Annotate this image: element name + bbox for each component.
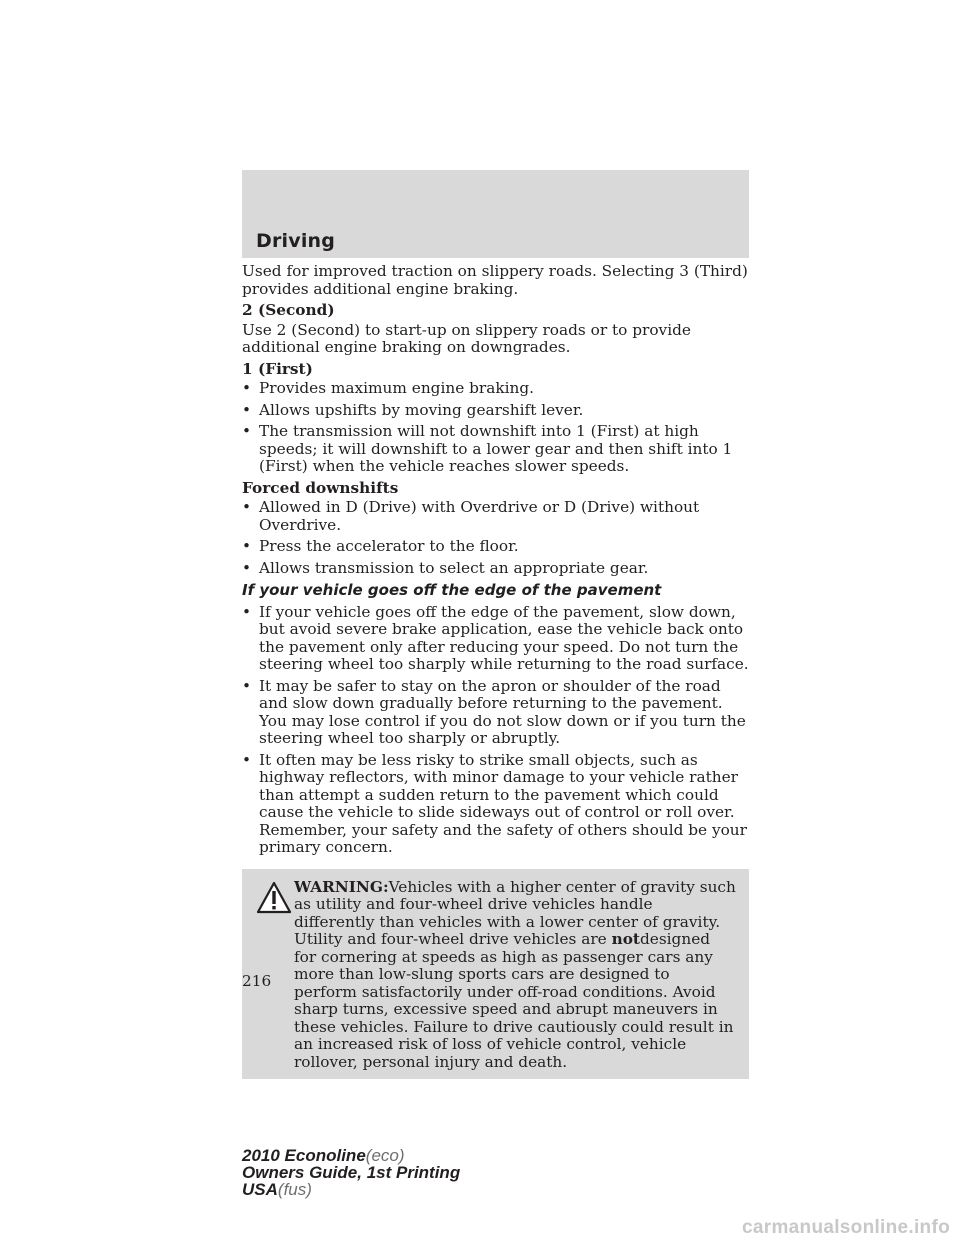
footer-market-code: (fus) [277, 1180, 312, 1199]
list-item: • It often may be less risky to strike small objects, such as highway reflectors, with minor damage to your vehicle rather than attempt a sudden return to the pavement which could cause the vehicle to slide sideways out of control or roll over. Remember, your safety and the safety of others should be your primary concern. [242, 750, 747, 856]
intro-paragraph: Used for improved traction on slippery roads. Selecting 3 (Third) provides additional engine braking. [242, 262, 748, 298]
list-item: • Provides maximum engine braking. [242, 379, 535, 397]
section-title: Driving [256, 230, 336, 252]
watermark[interactable]: carmanualsonline.info [742, 1217, 950, 1238]
list-item: • Allows upshifts by moving gearshift lever. [242, 400, 584, 419]
bullet-icon: • [242, 422, 252, 440]
warning-label: WARNING: [294, 877, 389, 896]
footer-model-code: (eco) [365, 1146, 405, 1165]
section-header [242, 170, 749, 258]
pavement-heading: If your vehicle goes off the edge of the pavement [242, 581, 662, 599]
list-item: • If your vehicle goes off the edge of the pavement, slow down, but avoid severe brake application, ease the vehicle back onto the pavement only after reducing your speed. Do not turn the steering wheel too sharply while returning to the road surface. [242, 602, 749, 673]
warning-text-after: designed for cornering at speeds as high as passenger cars any more than low-slung sports cars are designed to perform satisfactorily under off-road conditions. Avoid sharp turns, excessive speed and abrupt maneuvers in these vehicles. Failure to drive cautiously could result in an increased risk of loss of vehicle control, vehicle rollover, personal injury and death. [294, 930, 734, 1071]
footer-model: 2010 Econoline [242, 1146, 366, 1165]
second-gear-heading: 2 (Second) [242, 301, 335, 319]
warning-emphasis: not [611, 930, 640, 948]
bullet-icon: • [242, 558, 252, 577]
list-item: • Allows transmission to select an appropriate gear. [242, 558, 649, 577]
page-number: 216 [242, 972, 272, 990]
second-gear-paragraph: Use 2 (Second) to start-up on slippery roads or to provide additional engine braking on downgrades. [242, 320, 691, 356]
bullet-icon: • [242, 676, 252, 695]
bullet-icon: • [242, 498, 252, 516]
list-item: • Allowed in D (Drive) with Overdrive or D (Drive) without Overdrive. [242, 498, 700, 534]
pavement-list [242, 604, 749, 857]
list-item: • The transmission will not downshift into 1 (First) at high speeds; it will downshift to a lower gear and then shift into 1 (First) when the vehicle reaches slower speeds. [242, 422, 733, 475]
warning-triangle-icon [256, 881, 292, 915]
forced-downshifts-heading: Forced downshifts [242, 478, 399, 497]
forced-downshifts-list [242, 499, 749, 577]
document-footer [242, 1147, 460, 1198]
bullet-icon: • [242, 602, 252, 621]
warning-text [256, 879, 737, 1072]
bullet-icon: • [242, 379, 252, 397]
warning-box [242, 869, 749, 1080]
bullet-icon: • [242, 750, 252, 769]
first-gear-heading: 1 (First) [242, 359, 313, 378]
footer-guide: Owners Guide, 1st Printing [242, 1163, 461, 1182]
bullet-icon: • [242, 400, 252, 419]
page-content [242, 263, 749, 1079]
list-item: • Press the accelerator to the floor. [242, 537, 519, 555]
list-item: • It may be safer to stay on the apron or shoulder of the road and slow down gradually before returning to the pavement. You may lose control if you do not slow down or if you turn the steering wheel too sharply or abruptly. [242, 676, 746, 747]
footer-market: USA [242, 1180, 278, 1199]
first-gear-list [242, 380, 749, 476]
warning-text-before: Vehicles with a higher center of gravity such as utility and four-wheel drive vehicles handle differently than vehicles with a lower center of gravity. Utility and four-wheel drive vehicles are [294, 877, 736, 948]
bullet-icon: • [242, 537, 252, 555]
